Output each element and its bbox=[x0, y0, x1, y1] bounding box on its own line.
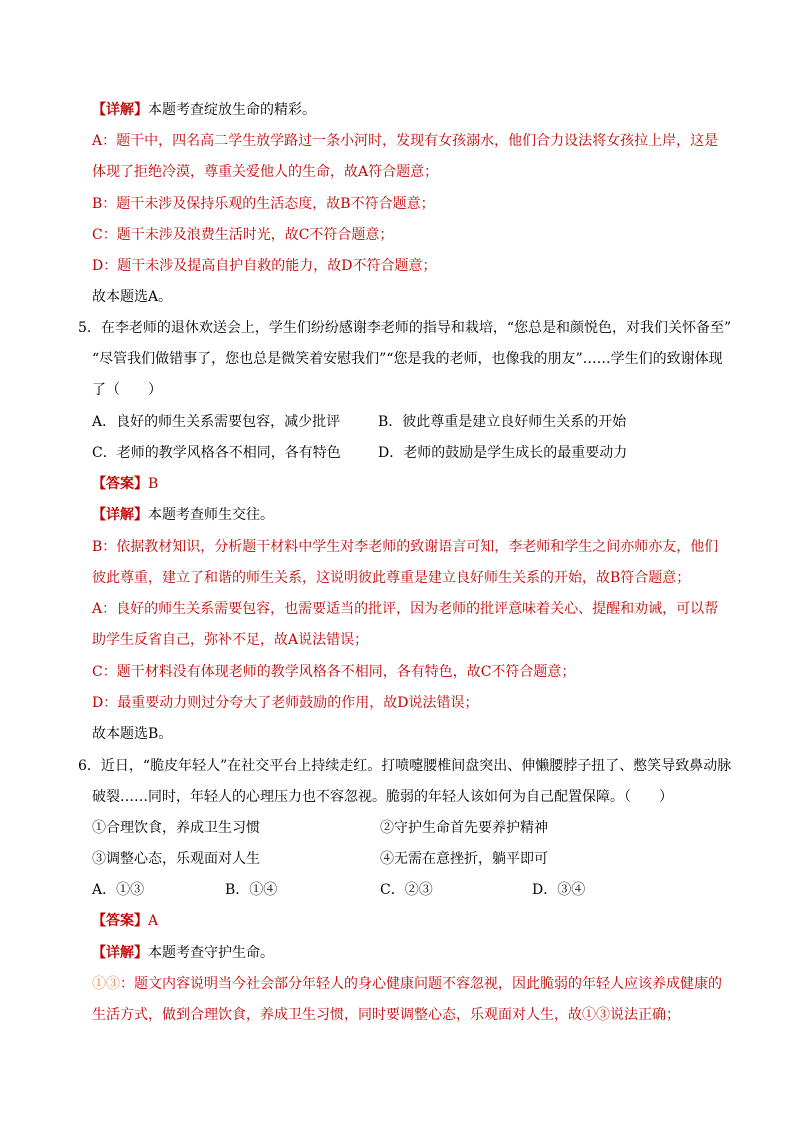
q5-option-c: C．老师的教学风格各不相同，各有特色 bbox=[92, 445, 341, 461]
q5-analysis-b-line2: 彼此尊重，建立了和谐的师生关系，这说明彼此尊重是建立良好师生关系的开始，故B符合题意； bbox=[92, 570, 691, 586]
q5-analysis-a-line2: 助学生反省自己，弥补不足，故A说法错误； bbox=[92, 632, 369, 648]
detail-text: 本题考查师生交往。 bbox=[148, 507, 274, 523]
answer-tag: 【答案】 bbox=[92, 476, 148, 492]
q4-analysis-d: D：题干未涉及提高自护自救的能力，故D不符合题意； bbox=[92, 258, 437, 274]
q4-conclusion: 故本题选A。 bbox=[92, 289, 173, 305]
q6-item-1: ①合理饮食，养成卫生习惯 bbox=[92, 820, 260, 836]
q5-option-b: B．彼此尊重是建立良好师生关系的开始 bbox=[378, 414, 627, 430]
q5-detail-line bbox=[92, 505, 274, 525]
q6-stem-line1: 6．近日，“脆皮年轻人”在社交平台上持续走红。打喷嚏腰椎间盘突出、伸懒腰脖子扭了、憋笑导致鼻动脉 bbox=[78, 758, 732, 774]
analysis-text: ：题文内容说明当今社会部分年轻人的身心健康问题不容忽视，因此脆弱的年轻人应该养成健康的 bbox=[120, 976, 722, 992]
detail-tag: 【详解】 bbox=[92, 102, 148, 118]
answer-value: B bbox=[148, 476, 159, 492]
q6-analysis-line1 bbox=[92, 974, 722, 994]
detail-text: 本题考查守护生命。 bbox=[148, 945, 274, 961]
q6-answer-line bbox=[92, 911, 158, 931]
q6-stem-line2: 破裂……同时，年轻人的心理压力也不容忽视。脆弱的年轻人该如何为自己配置保障。（ ） bbox=[92, 789, 673, 805]
q6-item-4: ④无需在意挫折，躺平即可 bbox=[380, 851, 548, 867]
q6-item-2: ②守护生命首先要养护精神 bbox=[380, 820, 548, 836]
q5-option-a: A．良好的师生关系需要包容，减少批评 bbox=[92, 414, 341, 430]
answer-tag: 【答案】 bbox=[92, 913, 148, 929]
q6-detail-line bbox=[92, 943, 274, 963]
q4-detail-line bbox=[92, 100, 316, 120]
q6-option-c: C．②③ bbox=[380, 882, 433, 898]
detail-tag: 【详解】 bbox=[92, 507, 148, 523]
q5-stem-line1: 5．在李老师的退休欢送会上，学生们纷纷感谢李老师的指导和栽培，“您总是和颜悦色，对我们关怀备至” bbox=[78, 320, 732, 336]
answer-value: A bbox=[148, 913, 159, 929]
q4-analysis-a-line1: A：题干中，四名高二学生放学路过一条小河时，发现有女孩溺水，他们合力设法将女孩拉上岸，这是 bbox=[92, 133, 719, 149]
detail-tag: 【详解】 bbox=[92, 945, 148, 961]
q5-analysis-d: D：最重要动力则过分夸大了老师鼓励的作用，故D说法错误； bbox=[92, 695, 479, 711]
q5-option-d: D．老师的鼓励是学生成长的最重要动力 bbox=[378, 445, 628, 461]
q6-option-b: B．①④ bbox=[225, 882, 278, 898]
q5-analysis-b-line1: B：依据教材知识，分析题干材料中学生对李老师的致谢语言可知，李老师和学生之间亦师亦友，他们 bbox=[92, 539, 719, 555]
q6-option-a: A．①③ bbox=[92, 882, 145, 898]
detail-text: 本题考查绽放生命的精彩。 bbox=[148, 102, 316, 118]
q4-analysis-c: C：题干未涉及浪费生活时光，故C不符合题意； bbox=[92, 227, 394, 243]
q5-analysis-a-line1: A：良好的师生关系需要包容，也需要适当的批评，因为老师的批评意味着关心、提醒和劝诫，可以帮 bbox=[92, 601, 719, 617]
q6-item-3: ③调整心态，乐观面对人生 bbox=[92, 851, 260, 867]
q5-conclusion: 故本题选B。 bbox=[92, 726, 173, 742]
q5-stem-line2: “尽管我们做错事了，您也总是微笑着安慰我们”“您是我的老师，也像我的朋友”……学生们的致谢体现 bbox=[92, 351, 723, 367]
q4-analysis-b: B：题干未涉及保持乐观的生活态度，故B不符合题意； bbox=[92, 196, 435, 212]
q5-stem-line3: 了（ ） bbox=[92, 382, 162, 398]
q5-analysis-c: C：题干材料没有体现老师的教学风格各不相同，各有特色，故C不符合题意； bbox=[92, 664, 576, 680]
q6-option-d: D．③④ bbox=[532, 882, 586, 898]
q6-analysis-line2: 生活方式，做到合理饮食，养成卫生习惯，同时要调整心态，乐观面对人生，故①③说法正确； bbox=[92, 1007, 680, 1023]
q4-analysis-a-line2: 体现了拒绝冷漠，尊重关爱他人的生命，故A符合题意； bbox=[92, 164, 439, 180]
q5-answer-line bbox=[92, 474, 158, 494]
items-reference: ①③ bbox=[92, 976, 120, 992]
